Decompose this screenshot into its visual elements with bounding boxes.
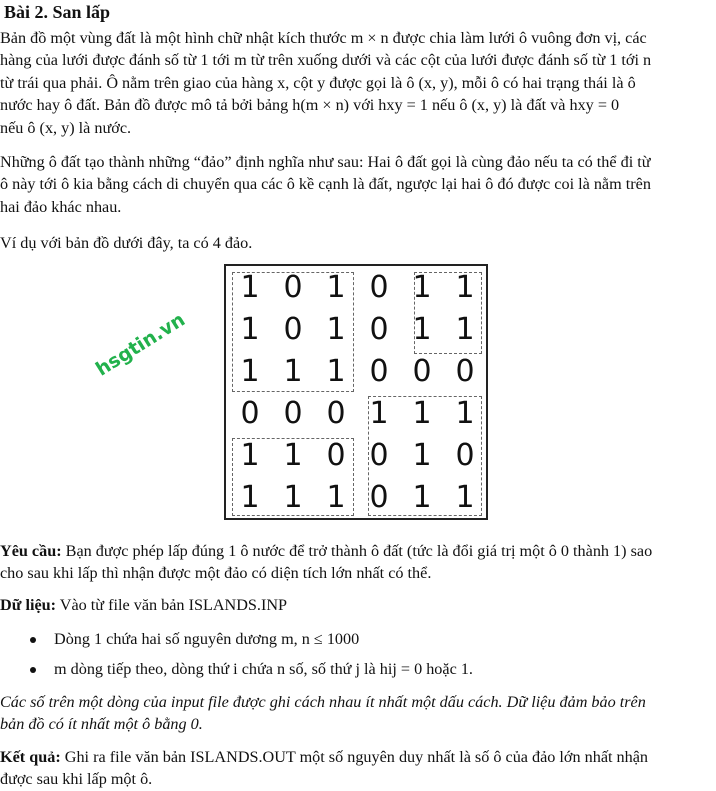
definition-line: ô này tới ô kia bằng cách di chuyển qua các ô kề cạnh là đất, ngược lại hai ô đó được coi là nằm trên <box>0 175 651 194</box>
bullet-item <box>30 658 473 680</box>
grid-cell: 0 <box>326 396 346 431</box>
output-line: được sau khi lấp một ô. <box>0 770 153 789</box>
output-line <box>0 746 716 768</box>
grid-cell: 1 <box>412 438 432 473</box>
intro-line: Bản đồ một vùng đất là một hình chữ nhật kích thước m × n được chia làm lưới ô vuông đơn vị, các <box>0 29 647 47</box>
grid-cell: 1 <box>326 354 346 389</box>
grid-cell: 0 <box>369 270 389 305</box>
grid-cell: 1 <box>369 396 389 431</box>
grid-cell: 0 <box>283 270 303 305</box>
grid-cell: 0 <box>369 354 389 389</box>
grid-cell: 1 <box>240 438 260 473</box>
grid-cell: 1 <box>412 396 432 431</box>
grid-cell: 1 <box>326 312 346 347</box>
input-note <box>0 691 716 736</box>
grid-cell: 1 <box>412 312 432 347</box>
example-text <box>0 232 716 254</box>
definition-line: Những ô đất tạo thành những “đảo” định nghĩa như sau: Hai ô đất gọi là cùng đảo nếu ta có thể đi từ <box>0 153 651 171</box>
intro-paragraph <box>0 27 716 139</box>
grid-cell: 0 <box>369 438 389 473</box>
island-map-grid <box>224 264 488 520</box>
grid-cell: 0 <box>283 396 303 431</box>
grid-cell: 1 <box>455 270 475 305</box>
input-text: Vào từ file văn bản ISLANDS.INP <box>56 596 288 614</box>
requirement-label: Yêu cầu: <box>0 542 62 560</box>
requirement-text: Bạn được phép lấp đúng 1 ô nước để trở thành ô đất (tức là đổi giá trị một ô 0 thành 1) sao <box>61 542 653 560</box>
bullet-dot-icon <box>30 667 36 673</box>
problem-title: Bài 2. San lấp <box>4 2 111 22</box>
grid-cell: 1 <box>240 270 260 305</box>
note-line: bản đồ có ít nhất một ô bằng 0. <box>0 715 203 734</box>
island-definition-paragraph <box>0 151 716 218</box>
grid-cell: 0 <box>455 354 475 389</box>
definition-line: hai đảo khác nhau. <box>0 197 122 216</box>
input-paragraph <box>0 594 716 616</box>
intro-line: nước hay ô đất. Bản đồ được mô tả bởi bảng h(m × n) với hxy = 1 nếu ô (x, y) là đất và hxy = 0 <box>0 96 620 115</box>
grid-cell: 1 <box>240 480 260 515</box>
grid-cell: 1 <box>240 312 260 347</box>
grid-cell: 0 <box>240 396 260 431</box>
requirement-line: cho sau khi lấp thì nhận được một đảo có diện tích lớn nhất có thể. <box>0 564 432 583</box>
output-paragraph <box>0 746 716 791</box>
grid-cell: 0 <box>326 438 346 473</box>
grid-cell: 1 <box>455 480 475 515</box>
example-line: Ví dụ với bản đồ dưới đây, ta có 4 đảo. <box>0 234 253 252</box>
grid-cell: 1 <box>412 480 432 515</box>
grid-cell: 1 <box>326 480 346 515</box>
grid-cell: 0 <box>455 438 475 473</box>
bullet-dot-icon <box>30 637 36 643</box>
grid-cell: 1 <box>240 354 260 389</box>
grid-cell: 1 <box>455 312 475 347</box>
bullet-text: Dòng 1 chứa hai số nguyên dương m, n ≤ 1000 <box>54 630 360 648</box>
grid-cell: 1 <box>283 438 303 473</box>
intro-line: nếu ô (x, y) là nước. <box>0 118 132 137</box>
output-text: Ghi ra file văn bản ISLANDS.OUT một số nguyên duy nhất là số ô của đảo lớn nhất nhận <box>60 748 649 766</box>
grid-cell: 1 <box>412 270 432 305</box>
grid-cell: 0 <box>369 312 389 347</box>
intro-line: từ trái qua phải. Ô nằm trên giao của hàng x, cột y được gọi là ô (x, y), mỗi ô có hai trạng thái là ô <box>0 73 636 92</box>
grid-cell: 1 <box>455 396 475 431</box>
input-label: Dữ liệu: <box>0 596 57 614</box>
output-label: Kết quả: <box>0 748 61 766</box>
bullet-item <box>30 628 359 650</box>
watermark-text: hsgtin.vn <box>92 308 190 381</box>
grid-cell: 1 <box>326 270 346 305</box>
note-line: Các số trên một dòng của input file được ghi cách nhau ít nhất một dấu cách. Dữ liệu đảm bảo trên <box>0 693 646 711</box>
grid-cell: 0 <box>369 480 389 515</box>
requirement-line <box>0 540 716 562</box>
intro-line: hàng của lưới được đánh số từ 1 tới m từ trên xuống dưới và các cột của lưới được đánh số từ 1 tới n <box>0 51 652 70</box>
grid-cell: 1 <box>283 480 303 515</box>
input-line <box>0 594 716 616</box>
bullet-text: m dòng tiếp theo, dòng thứ i chứa n số, số thứ j là hij = 0 hoặc 1. <box>54 660 473 678</box>
grid-cell: 0 <box>412 354 432 389</box>
grid-cell: 0 <box>283 312 303 347</box>
requirement-paragraph <box>0 540 716 585</box>
grid-cell: 1 <box>283 354 303 389</box>
